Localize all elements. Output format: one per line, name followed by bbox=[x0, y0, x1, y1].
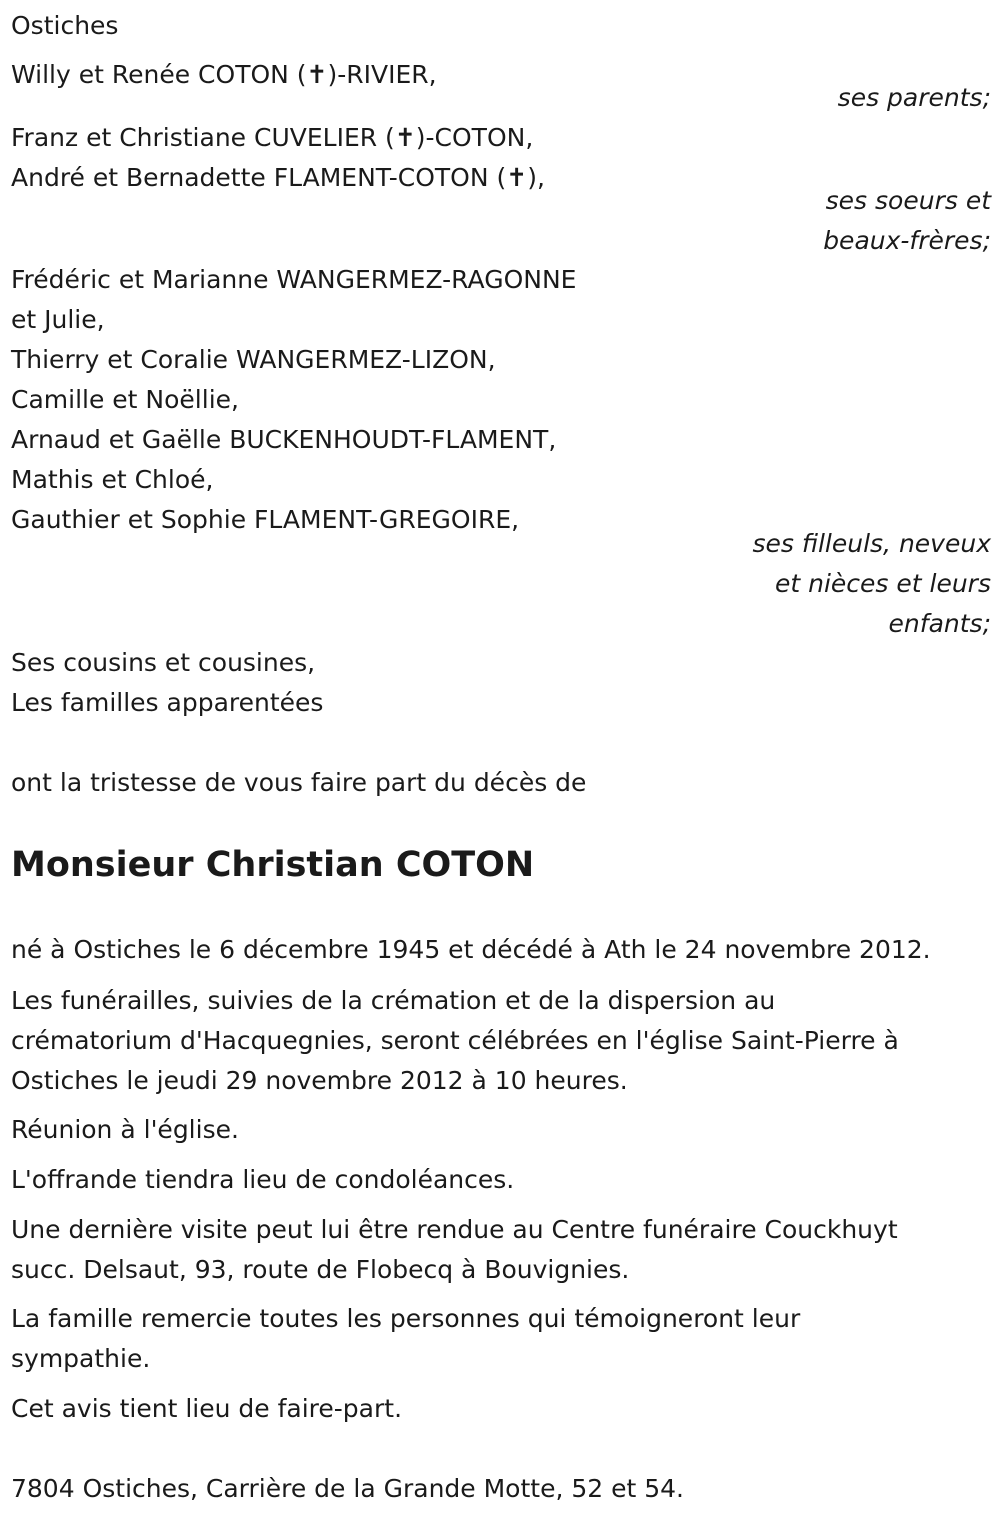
offering-info: L'offrande tiendra lieu de condoléances. bbox=[11, 1165, 515, 1194]
sibling-line: Franz et Christiane CUVELIER (✝)-COTON, bbox=[11, 123, 534, 152]
godchild-line: Arnaud et Gaëlle BUCKENHOUDT-FLAMENT, bbox=[11, 425, 557, 454]
godchild-line: Thierry et Coralie WANGERMEZ-LIZON, bbox=[11, 345, 496, 374]
deceased-name: Monsieur Christian COTON bbox=[11, 845, 535, 885]
visit-info: Une dernière visite peut lui être rendue au Centre funéraire Couckhuyt succ. Delsaut, 93, route de Flobecq à Bouvignies. bbox=[11, 1215, 898, 1284]
sibling-line: André et Bernadette FLAMENT-COTON (✝), bbox=[11, 163, 545, 192]
godchildren-block bbox=[11, 260, 991, 540]
godchildren-relation: ses filleuls, neveux et nièces et leurs enfants; bbox=[752, 529, 991, 638]
godchild-line: Gauthier et Sophie FLAMENT-GREGOIRE, bbox=[11, 505, 520, 534]
header-place: Ostiches bbox=[11, 11, 119, 40]
birth-death: né à Ostiches le 6 décembre 1945 et décédé à Ath le 24 novembre 2012. bbox=[11, 935, 931, 964]
godchild-line: Frédéric et Marianne WANGERMEZ-RAGONNE bbox=[11, 265, 577, 294]
meeting-info: Réunion à l'église. bbox=[11, 1115, 239, 1144]
godchild-line: Mathis et Chloé, bbox=[11, 465, 214, 494]
others-line: Les familles apparentées bbox=[11, 688, 324, 717]
notice-info: Cet avis tient lieu de faire-part. bbox=[11, 1394, 403, 1423]
others-block bbox=[11, 643, 991, 723]
parents-relation: ses parents; bbox=[837, 83, 991, 112]
siblings-relation: ses soeurs et beaux-frères; bbox=[823, 186, 991, 255]
address-info: 7804 Ostiches, Carrière de la Grande Motte, 52 et 54. bbox=[11, 1474, 684, 1503]
thanks-info: La famille remercie toutes les personnes qui témoigneront leur sympathie. bbox=[11, 1304, 801, 1373]
announcement: ont la tristesse de vous faire part du décès de bbox=[11, 768, 587, 797]
funeral-info: Les funérailles, suivies de la crémation et de la dispersion au crématorium d'Hacquegnies, seront célébrées en l'église Saint-Pierre à Ostiches le jeudi 29 novembre 2012 à 10 heures. bbox=[11, 986, 899, 1095]
godchild-line: et Julie, bbox=[11, 305, 105, 334]
parents-line: Willy et Renée COTON (✝)-RIVIER, bbox=[11, 60, 437, 89]
others-line: Ses cousins et cousines, bbox=[11, 648, 316, 677]
godchild-line: Camille et Noëllie, bbox=[11, 385, 239, 414]
